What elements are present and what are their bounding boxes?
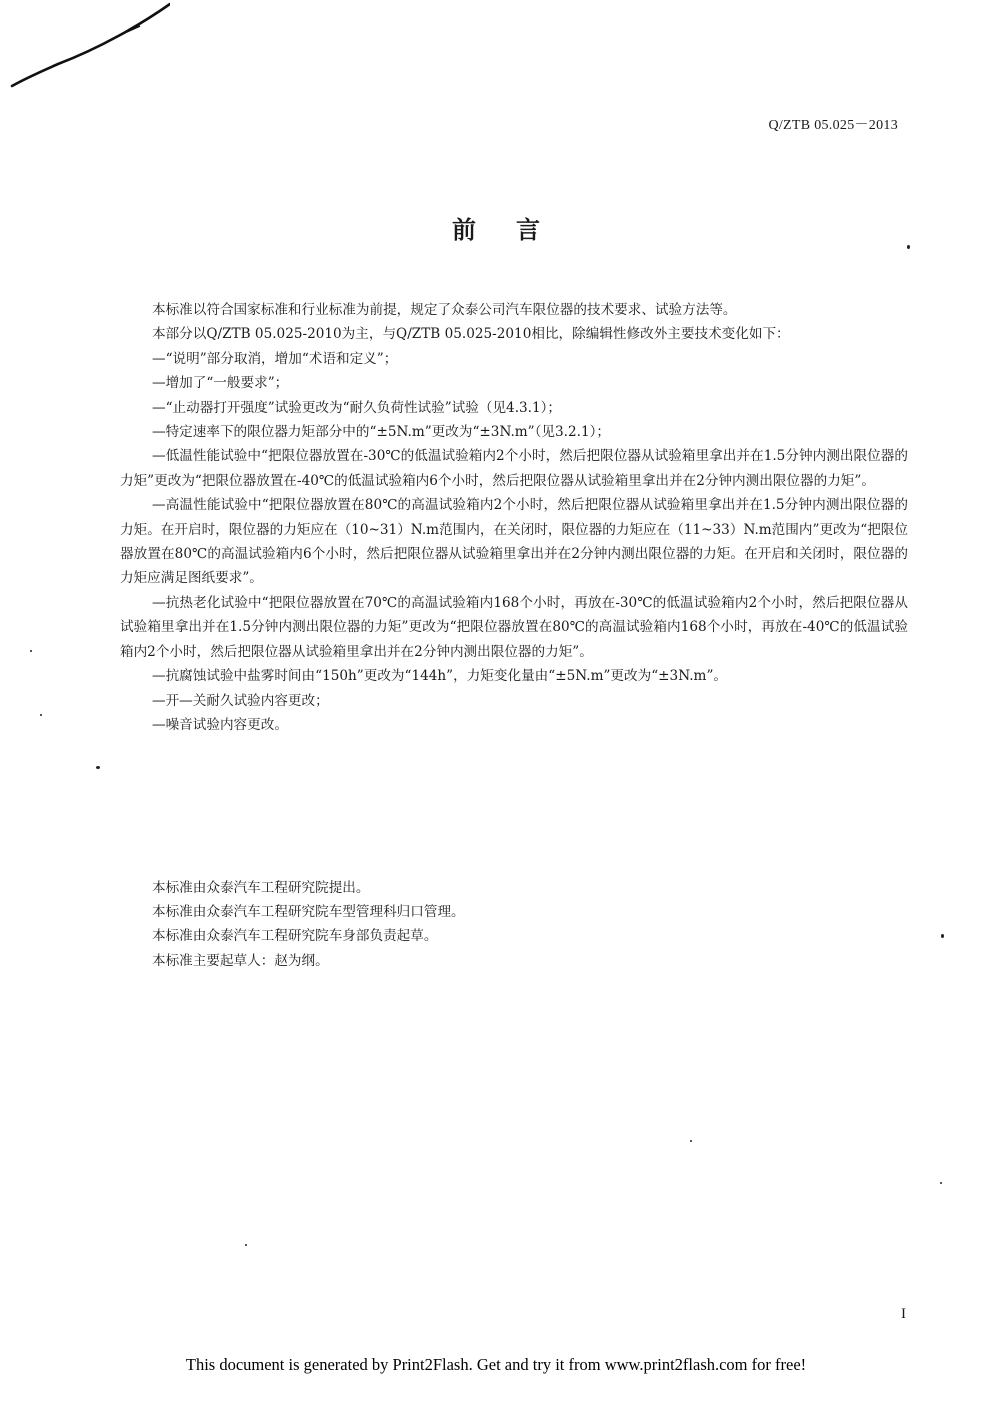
paragraph: 本标准以符合国家标准和行业标准为前提，规定了众泰公司汽车限位器的技术要求、试验方法等。: [152, 302, 737, 318]
scan-speck: [941, 934, 944, 938]
change-item: —增加了“一般要求”；: [152, 375, 289, 392]
change-item: —高温性能试验中“把限位器放置在80℃的高温试验箱内2个小时，然后把限位器从试验箱里拿出并在1.5分钟内测出限位器的力矩。在开启时，限位器的力矩应在（10~31）N.m范围内，在关闭时，限位器的力矩应在（11~33）N.m范围内”更改为“把限位器放置在80℃的高温试验箱内6个小时，然后把限位器从试验箱里拿出并在2分钟内测出限位器的力矩。在开启和关闭时，限位器的力矩应满足图纸要求”。: [120, 497, 908, 587]
change-item: —抗热老化试验中“把限位器放置在70℃的高温试验箱内168个小时，再放在-30℃的低温试验箱内2个小时，然后把限位器从试验箱里拿出并在1.5分钟内测出限位器的力矩”更改为“把限位器放置在80℃的高温试验箱内168个小时，再放在-40℃的低温试验箱内2个小时，然后把限位器从试验箱里拿出并在2分钟内测出限位器的力矩”。: [120, 594, 908, 660]
scan-pen-stroke: [10, 0, 170, 100]
change-item: —“说明”部分取消，增加“术语和定义”；: [152, 350, 398, 367]
drafter-line: 本标准由众泰汽车工程研究院车身部负责起草。: [152, 928, 438, 945]
change-item: —抗腐蚀试验中盐雾时间由“150h”更改为“144h”，力矩变化量由“±5N.m”更改为“±3N.m”。: [152, 668, 727, 685]
change-item: —开—关耐久试验内容更改；: [152, 692, 329, 709]
foreword-body: [120, 298, 908, 737]
change-item: —低温性能试验中“把限位器放置在-30℃的低温试验箱内2个小时，然后把限位器从试验箱里拿出并在1.5分钟内测出限位器的力矩”更改为“把限位器放置在-40℃的低温试验箱内6个小时，然后把限位器从试验箱里拿出并在2分钟内测出限位器的力矩”。: [120, 448, 908, 489]
change-item: —特定速率下的限位器力矩部分中的“±5N.m”更改为“±3N.m”（见3.2.1）；: [152, 424, 610, 441]
management-line: 本标准由众泰汽车工程研究院车型管理科归口管理。: [152, 904, 465, 921]
paragraph: 本部分以Q/ZTB 05.025-2010为主，与Q/ZTB 05.025-2010相比，除编辑性修改外主要技术变化如下：: [152, 326, 790, 343]
drafting-info: [152, 876, 852, 973]
scan-speck: [96, 766, 100, 769]
proposer-line: 本标准由众泰汽车工程研究院提出。: [152, 880, 370, 896]
scan-speck: [940, 1182, 942, 1184]
page-title: 前言: [452, 216, 580, 244]
scan-speck: [40, 714, 42, 716]
generator-notice: This document is generated by Print2Flash. Get and try it from www.print2flash.com for free!: [185, 1355, 807, 1374]
scan-speck: [907, 245, 910, 249]
scan-speck: [690, 1140, 692, 1142]
document-code: Q/ZTB 05.025－2013: [768, 118, 898, 133]
change-item: —“止动器打开强度”试验更改为“耐久负荷性试验”试验（见4.3.1）；: [152, 399, 562, 416]
principal-drafter-line: 本标准主要起草人：赵为纲。: [152, 952, 329, 969]
page-number: I: [901, 1306, 906, 1322]
scan-speck: [245, 1244, 247, 1246]
scan-speck: [30, 650, 32, 652]
change-item: —噪音试验内容更改。: [152, 716, 288, 733]
